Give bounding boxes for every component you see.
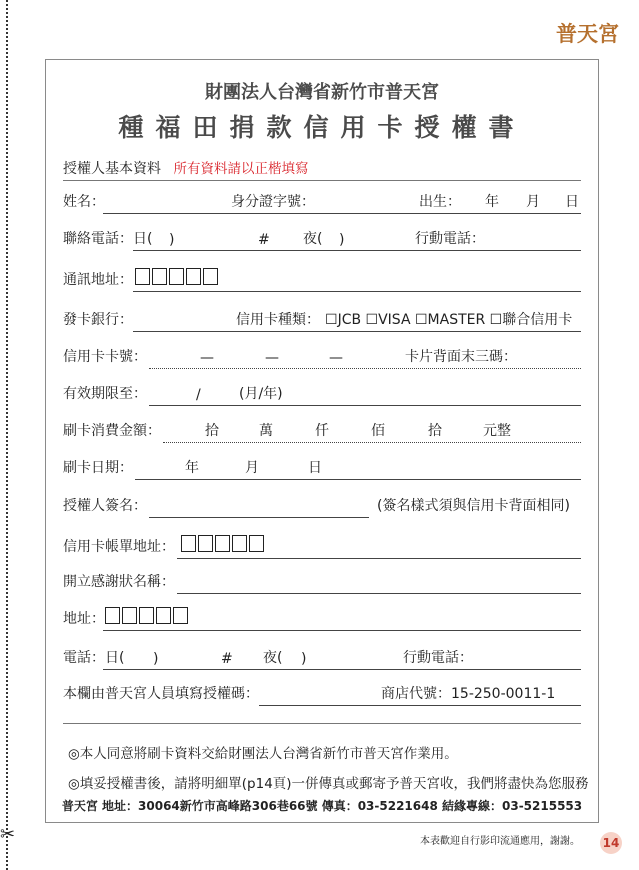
consent-note: ◎本人同意將刷卡資料交給財團法人台灣省新竹市普天宮作業用。 [68,746,458,762]
master-checkbox[interactable]: ☐MASTER [414,312,486,328]
cut-line [6,0,8,870]
mail-address-row [63,603,581,631]
id-number-label: 身分證字號： [231,194,315,210]
phone-field[interactable] [103,669,581,670]
section-header [63,157,308,178]
charge-date-label: 刷卡日期： [63,460,133,476]
charge-date-row [63,456,581,480]
unit: 萬 [259,423,273,439]
expiry-field[interactable] [149,405,581,406]
temple-logo: 普天宮 [556,21,619,46]
receipt-name-row [63,570,581,594]
section-note: 所有資料請以正楷填寫 [173,161,309,177]
dash: — [200,350,214,366]
jcb-checkbox[interactable]: ☐JCB [325,312,362,328]
staff-code-label: 本欄由普天宮人員填寫授權碼： [63,686,259,702]
name-field[interactable] [103,213,581,214]
unit: 佰 [371,423,385,439]
ext-symbol: # [221,651,233,667]
address-row [63,264,581,292]
cvv-label: 卡片背面末三碼： [405,349,517,365]
contact-info: 普天宮 地址：30064新竹市高峰路306巷66號 傳真：03-5221648 結緣專線：03-5215553 [61,799,583,813]
unit: 拾 [428,423,442,439]
scissors-icon: ✂ [0,824,16,845]
staff-code-field[interactable] [259,705,581,706]
bank-row [63,308,581,332]
night-phone-label: 夜( [263,650,283,666]
issuing-bank-field[interactable] [133,331,581,332]
paren-close: ) [339,232,345,248]
day-phone-label: 日( [133,231,153,247]
visa-checkbox[interactable]: ☐VISA [365,312,411,328]
expiry-format: (月/年) [239,386,283,402]
postal-code-boxes[interactable] [105,607,190,626]
date-month: 月 [245,460,259,476]
expiry-label: 有效期限至： [63,386,147,402]
unit: 元整 [483,423,511,439]
union-card-checkbox[interactable]: ☐聯合信用卡 [489,312,573,328]
ext-symbol: # [258,232,270,248]
contact-phone-label: 聯絡電話： [63,231,133,247]
date-year: 年 [185,460,199,476]
mail-address-field[interactable] [103,630,581,631]
name-row [63,190,581,214]
instruction-note: ◎填妥授權書後，請將明細單(p14頁)一併傳真或郵寄予普天宮收，我們將盡快為您服務 [68,776,589,792]
birth-day: 日 [565,194,579,210]
amount-label: 刷卡消費金額： [63,423,161,439]
receipt-name-field[interactable] [177,593,581,594]
phone-row [63,646,581,670]
card-type-options [325,309,572,329]
staff-code-row [63,682,581,706]
contact-phone-field[interactable] [133,250,581,251]
night-phone-label: 夜( [303,231,323,247]
paren-close: ) [169,232,175,248]
mail-address-label: 地址： [63,611,105,627]
receipt-name-label: 開立感謝狀名稱： [63,574,175,590]
authorization-form [45,59,599,823]
address-field[interactable] [133,291,581,292]
form-title: 種福田捐款信用卡授權書 [118,113,526,142]
address-label: 通訊地址： [63,272,133,288]
mobile-label: 行動電話： [415,231,485,247]
signature-label: 授權人簽名： [63,498,147,514]
amount-field[interactable] [163,442,581,443]
section-label: 授權人基本資料 [63,161,161,177]
slash: / [196,387,201,403]
card-type-label: 信用卡種類： [236,312,320,328]
page-number: 14 [600,832,622,854]
paren-close: ) [153,651,159,667]
signature-note: (簽名樣式須與信用卡背面相同) [377,498,570,514]
day-phone-label: 日( [105,650,125,666]
billing-address-row [63,531,581,559]
card-number-field[interactable] [149,368,581,369]
card-number-label: 信用卡卡號： [63,349,147,365]
phone-label: 電話： [63,650,105,666]
postal-code-boxes[interactable] [135,268,220,287]
name-label: 姓名： [63,194,105,210]
contact-phone-row [63,227,581,251]
postal-code-boxes[interactable] [181,535,266,554]
date-day: 日 [308,460,322,476]
expiry-row [63,382,581,406]
billing-address-field[interactable] [177,558,581,559]
signature-field[interactable] [149,517,369,518]
store-code: 商店代號：15-250-0011-1 [381,686,556,702]
charge-date-field[interactable] [135,479,581,480]
dash: — [265,350,279,366]
signature-row [63,494,581,518]
dash: — [329,350,343,366]
birth-year: 年 [485,194,499,210]
billing-address-label: 信用卡帳單地址： [63,539,175,555]
divider [63,180,581,181]
unit: 拾 [205,423,219,439]
issuing-bank-label: 發卡銀行： [63,312,133,328]
card-number-row [63,345,581,369]
unit: 仟 [315,423,329,439]
mobile-label: 行動電話： [403,650,473,666]
footnote: 本表歡迎自行影印流通應用，謝謝。 [420,836,580,847]
birth-label: 出生： [419,194,461,210]
birth-month: 月 [526,194,540,210]
paren-close: ) [301,651,307,667]
amount-row [63,419,581,443]
organization-name: 財團法人台灣省新竹市普天宮 [205,82,439,103]
divider [63,723,581,724]
